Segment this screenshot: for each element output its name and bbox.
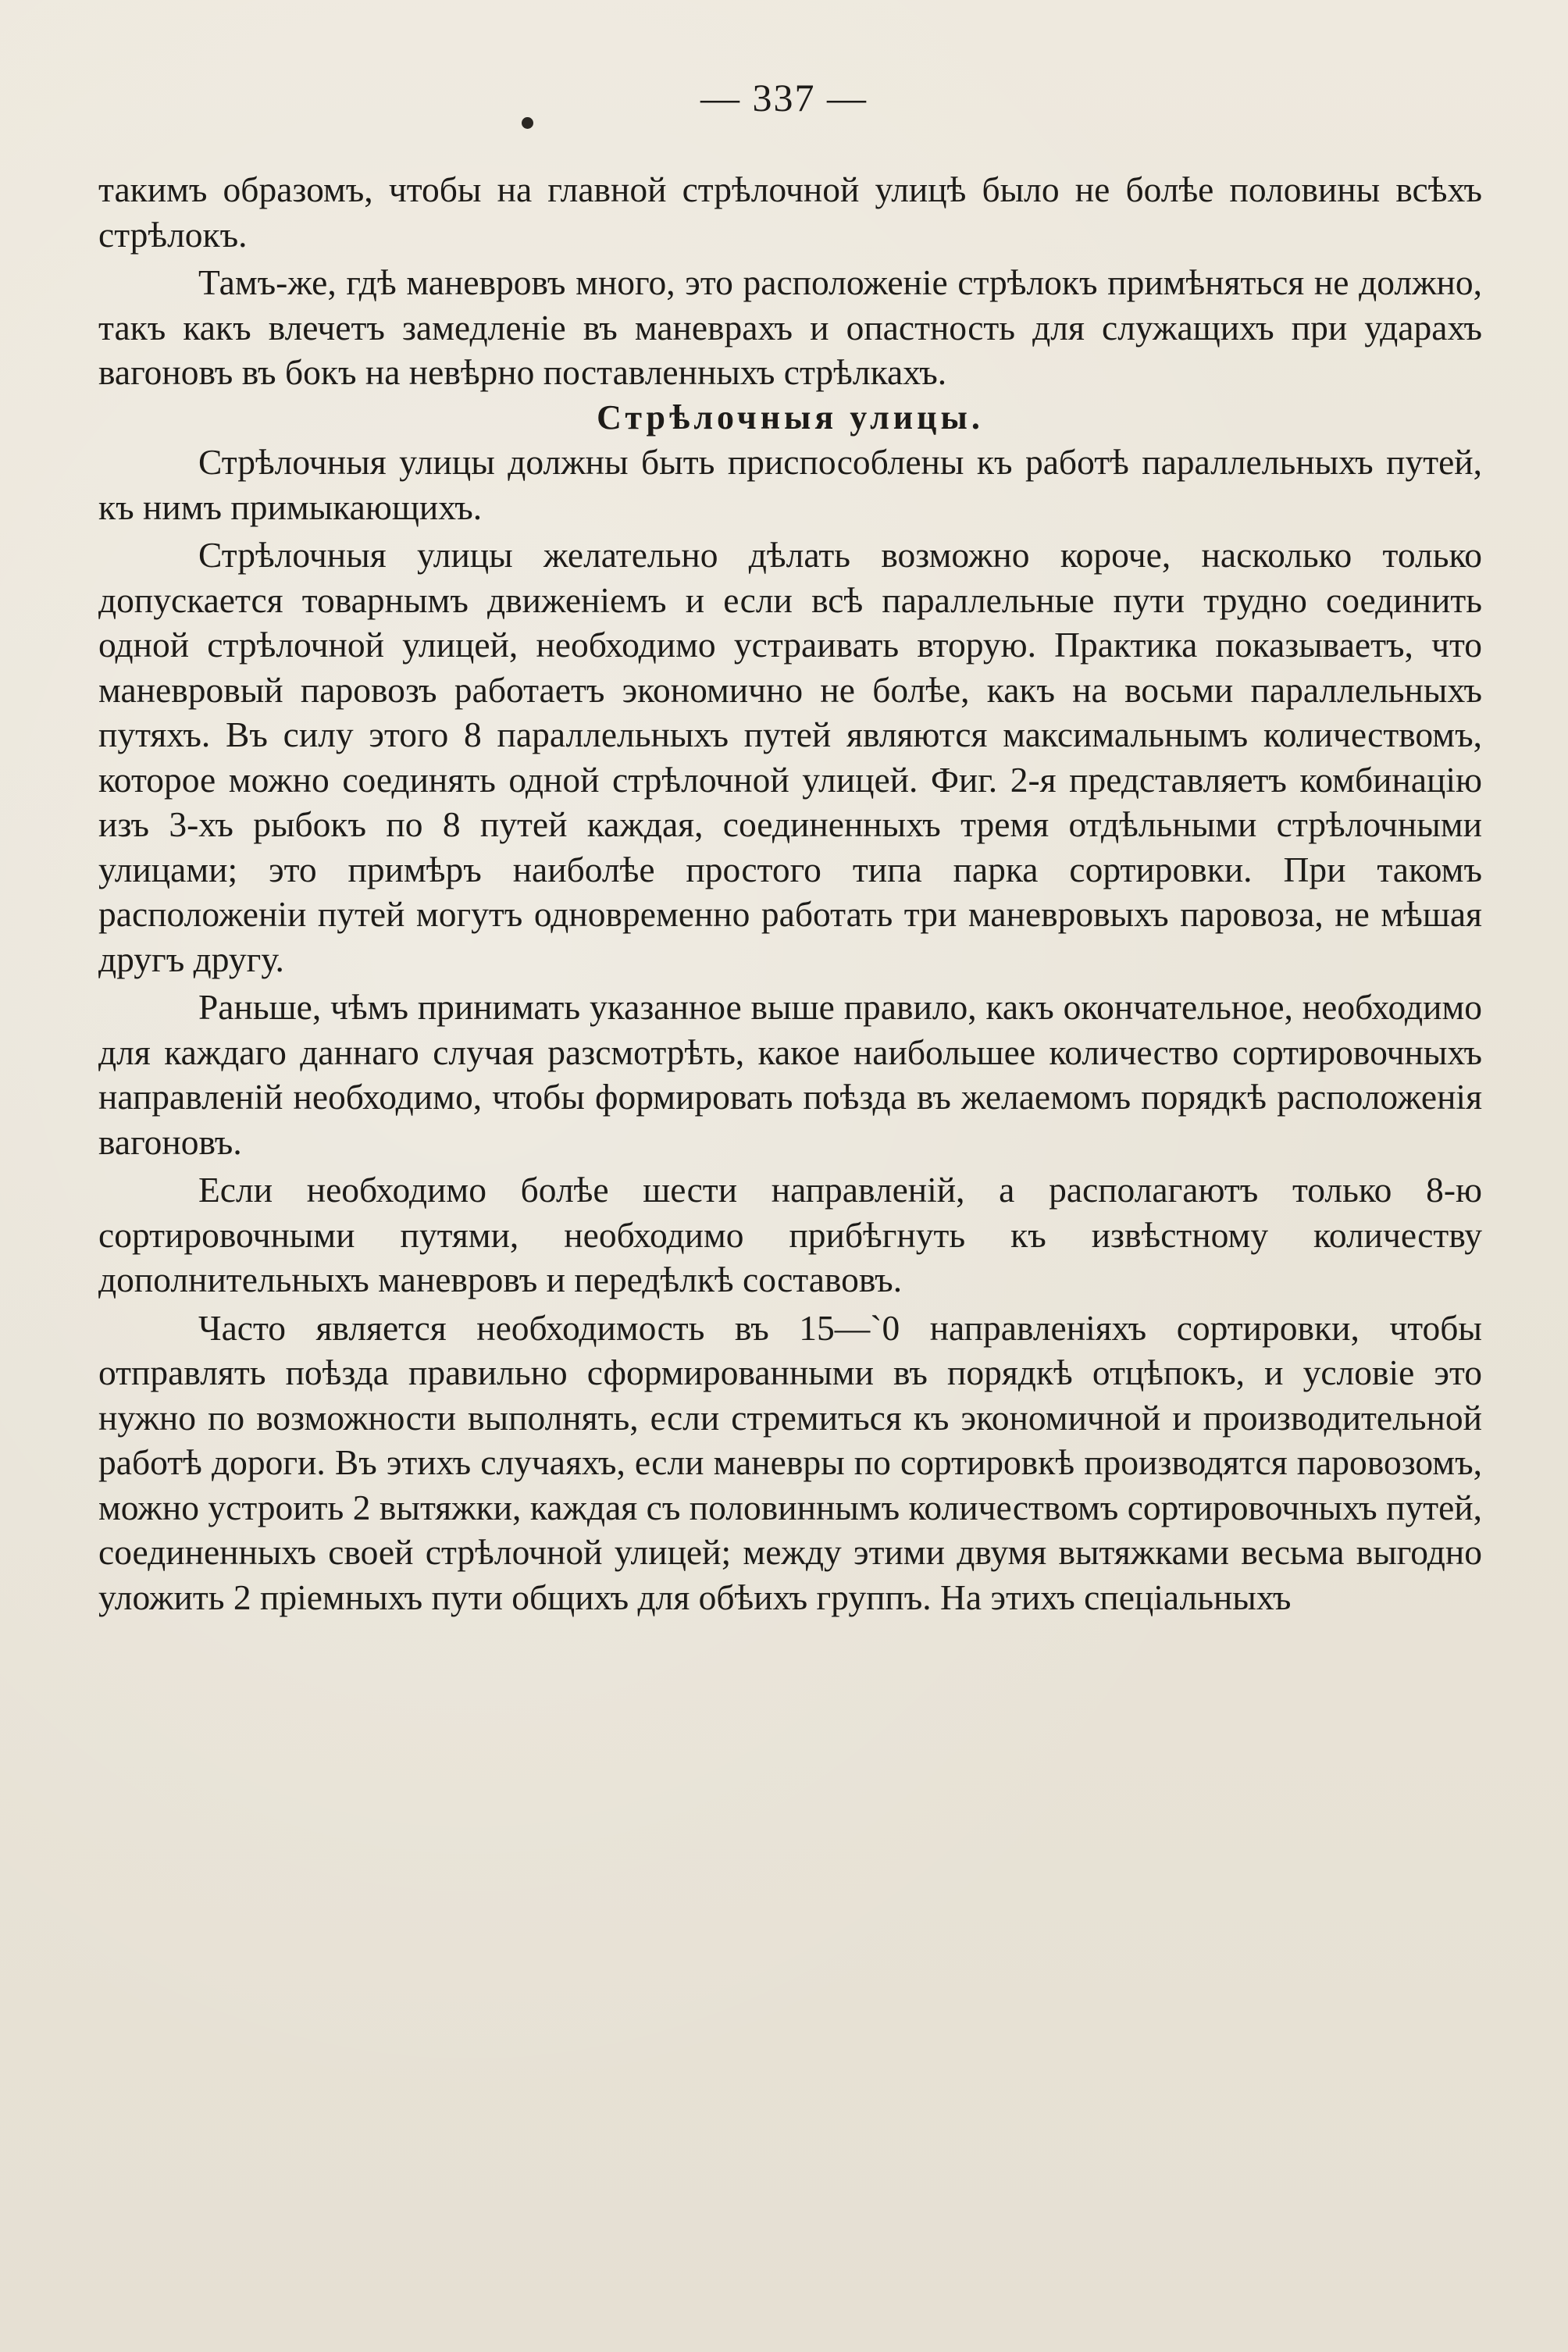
paragraph-continued: такимъ образомъ, чтобы на главной стрѣлочной улицѣ было не болѣе половины всѣхъ стрѣлокъ.: [98, 169, 1482, 255]
paragraph: Стрѣлочныя улицы должны быть приспособлены къ работѣ параллельныхъ путей, къ нимъ примыкающихъ.: [98, 442, 1482, 527]
page-number: — 337 —: [700, 76, 868, 119]
paragraph: Часто является необходимость въ 15—`0 направленіяхъ сортировки, чтобы отправлять поѣзда правильно сформированными въ порядкѣ отцѣпокъ, и условіе это нужно по возможности выполнять, если стремиться къ экономичной и производительной работѣ дороги. Въ этихъ случаяхъ, если маневры по сортировкѣ производятся паровозомъ, можно устроить 2 вытяжки, каждая съ половиннымъ количествомъ сортировочныхъ путей, соединенныхъ своей стрѣлочной улицей; между этими двумя вытяжками весьма выгодно уложить 2 пріемныхъ пути общихъ для обѣихъ группъ. На этихъ спеціальныхъ: [98, 1307, 1482, 1617]
page-body: [98, 167, 1482, 1620]
paragraph: Раньше, чѣмъ принимать указанное выше правило, какъ окончательное, необходимо для каждаго даннаго случая разсмотрѣть, какое наибольшее количество сортировочныхъ направленій необходимо, чтобы формировать поѣзда въ желаемомъ порядкѣ расположенія вагоновъ.: [98, 987, 1482, 1162]
paragraph: Тамъ-же, гдѣ маневровъ много, это расположеніе стрѣлокъ примѣняться не должно, такъ какъ влечетъ замедленіе въ маневрахъ и опастность для служащихъ при ударахъ вагоновъ въ бокъ на невѣрно поставленныхъ стрѣлкахъ.: [98, 262, 1482, 392]
paragraph: Если необходимо болѣе шести направленій, а располагаютъ только 8-ю сортировочными путями, необходимо прибѣгнуть къ извѣстному количеству дополнительныхъ маневровъ и передѣлкѣ составовъ.: [98, 1170, 1482, 1299]
ink-dot-mark: [522, 117, 533, 129]
section-heading: Стрѣлочныя улицы.: [597, 397, 984, 437]
paragraph: Стрѣлочныя улицы желательно дѣлать возможно короче, насколько только допускается товарнымъ движеніемъ и если всѣ параллельные пути трудно соединить одной стрѣлочной улицей, необходимо устраивать вторую. Практика показываетъ, что маневровый паровозъ работаетъ экономично не болѣе, какъ на восьми параллельныхъ путяхъ. Въ силу этого 8 параллельныхъ путей являются максимальнымъ количествомъ, которое можно соединять одной стрѣлочной улицей. Фиг. 2-я представляетъ комбинацію изъ 3-хъ рыбокъ по 8 путей каждая, соединенныхъ тремя отдѣльными стрѣлочными улицами; это примѣръ наиболѣе простого типа парка сортировки. При такомъ расположеніи путей могутъ одновременно работать три маневровыхъ паровоза, не мѣшая другъ другу.: [98, 535, 1482, 979]
